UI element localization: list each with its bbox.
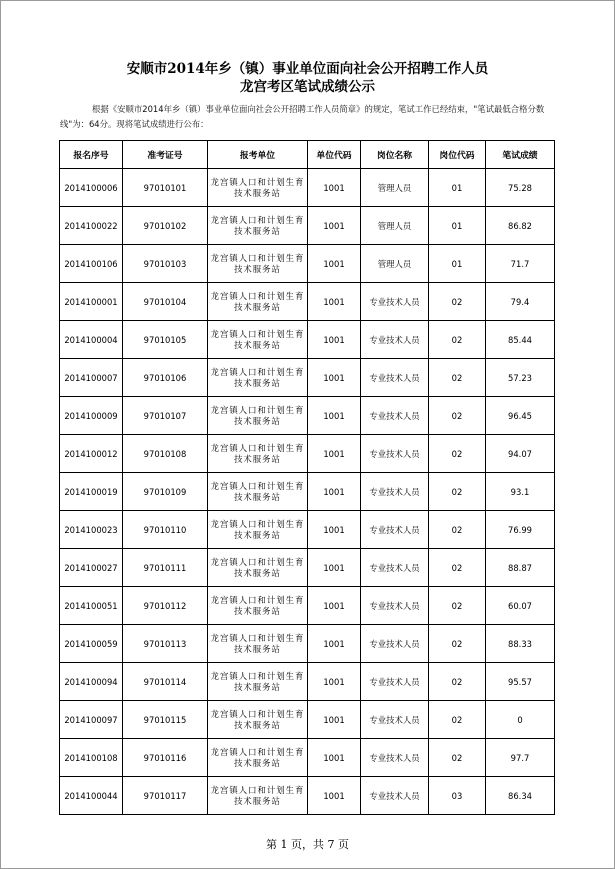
table-row [60,245,555,283]
cell-position-name: 专业技术人员 [361,739,429,777]
cell-admission-no: 97010110 [123,511,208,549]
table-row [60,739,555,777]
cell-unit-code: 1001 [308,549,361,587]
cell-applied-unit: 龙宫镇人口和计划生育技术服务站 [208,663,308,701]
table-row [60,207,555,245]
cell-unit-code: 1001 [308,587,361,625]
cell-applied-unit: 龙宫镇人口和计划生育技术服务站 [208,283,308,321]
cell-exam-score: 57.23 [486,359,555,397]
cell-registration-no: 2014100027 [60,549,123,587]
cell-position-name: 专业技术人员 [361,359,429,397]
cell-admission-no: 97010101 [123,169,208,207]
cell-unit-code: 1001 [308,207,361,245]
cell-admission-no: 97010109 [123,473,208,511]
cell-position-name: 专业技术人员 [361,511,429,549]
cell-admission-no: 97010106 [123,359,208,397]
cell-exam-score: 76.99 [486,511,555,549]
cell-registration-no: 2014100022 [60,207,123,245]
cell-position-code: 01 [429,207,486,245]
cell-position-code: 02 [429,739,486,777]
table-row [60,587,555,625]
cell-unit-code: 1001 [308,435,361,473]
cell-position-name: 专业技术人员 [361,435,429,473]
cell-admission-no: 97010107 [123,397,208,435]
cell-exam-score: 71.7 [486,245,555,283]
scores-table [59,140,555,815]
cell-registration-no: 2014100019 [60,473,123,511]
cell-position-name: 专业技术人员 [361,473,429,511]
cell-position-code: 01 [429,245,486,283]
cell-applied-unit: 龙宫镇人口和计划生育技术服务站 [208,359,308,397]
cell-position-name: 专业技术人员 [361,549,429,587]
intro-paragraph: 根据《安顺市2014年乡（镇）事业单位面向社会公开招聘工作人员简章》的规定，笔试工作已经结束，"笔试最低合格分数线"为：64分。现将笔试成绩进行公布： [60,104,545,129]
cell-applied-unit: 龙宫镇人口和计划生育技术服务站 [208,473,308,511]
cell-exam-score: 93.1 [486,473,555,511]
cell-admission-no: 97010114 [123,663,208,701]
table-row [60,511,555,549]
cell-exam-score: 86.34 [486,777,555,815]
cell-registration-no: 2014100108 [60,739,123,777]
cell-position-name: 专业技术人员 [361,663,429,701]
cell-unit-code: 1001 [308,321,361,359]
cell-applied-unit: 龙宫镇人口和计划生育技术服务站 [208,739,308,777]
header-registration-no: 报名序号 [60,141,123,169]
cell-position-code: 03 [429,777,486,815]
cell-applied-unit: 龙宫镇人口和计划生育技术服务站 [208,549,308,587]
cell-registration-no: 2014100106 [60,245,123,283]
cell-position-name: 管理人员 [361,207,429,245]
cell-position-name: 专业技术人员 [361,701,429,739]
table-row [60,777,555,815]
cell-position-code: 02 [429,473,486,511]
cell-admission-no: 97010112 [123,587,208,625]
header-position-code: 岗位代码 [429,141,486,169]
table-row [60,473,555,511]
cell-unit-code: 1001 [308,473,361,511]
cell-admission-no: 97010111 [123,549,208,587]
cell-exam-score: 95.57 [486,663,555,701]
cell-position-code: 02 [429,625,486,663]
cell-exam-score: 75.28 [486,169,555,207]
cell-admission-no: 97010102 [123,207,208,245]
cell-registration-no: 2014100051 [60,587,123,625]
cell-position-name: 专业技术人员 [361,777,429,815]
cell-unit-code: 1001 [308,169,361,207]
cell-exam-score: 85.44 [486,321,555,359]
cell-exam-score: 97.7 [486,739,555,777]
header-position-name: 岗位名称 [361,141,429,169]
cell-exam-score: 94.07 [486,435,555,473]
cell-position-code: 02 [429,435,486,473]
cell-exam-score: 88.87 [486,549,555,587]
cell-admission-no: 97010117 [123,777,208,815]
cell-registration-no: 2014100012 [60,435,123,473]
cell-position-name: 专业技术人员 [361,283,429,321]
cell-position-code: 02 [429,283,486,321]
cell-admission-no: 97010105 [123,321,208,359]
cell-exam-score: 0 [486,701,555,739]
cell-applied-unit: 龙宫镇人口和计划生育技术服务站 [208,207,308,245]
cell-position-code: 02 [429,511,486,549]
cell-applied-unit: 龙宫镇人口和计划生育技术服务站 [208,169,308,207]
cell-position-code: 02 [429,587,486,625]
cell-admission-no: 97010115 [123,701,208,739]
cell-position-name: 管理人员 [361,245,429,283]
cell-exam-score: 96.45 [486,397,555,435]
cell-admission-no: 97010113 [123,625,208,663]
table-body [60,169,555,815]
cell-applied-unit: 龙宫镇人口和计划生育技术服务站 [208,435,308,473]
header-admission-no: 准考证号 [123,141,208,169]
cell-applied-unit: 龙宫镇人口和计划生育技术服务站 [208,625,308,663]
table-row [60,663,555,701]
cell-position-code: 01 [429,169,486,207]
document-subtitle: 龙宫考区笔试成绩公示 [240,79,375,95]
cell-exam-score: 88.33 [486,625,555,663]
table-row [60,625,555,663]
cell-applied-unit: 龙宫镇人口和计划生育技术服务站 [208,777,308,815]
table-row [60,283,555,321]
cell-unit-code: 1001 [308,511,361,549]
cell-registration-no: 2014100001 [60,283,123,321]
cell-unit-code: 1001 [308,397,361,435]
header-exam-score: 笔试成绩 [486,141,555,169]
cell-admission-no: 97010116 [123,739,208,777]
header-unit-code: 单位代码 [308,141,361,169]
cell-applied-unit: 龙宫镇人口和计划生育技术服务站 [208,701,308,739]
cell-position-code: 02 [429,397,486,435]
table-row [60,397,555,435]
page-footer: 第 1 页，共 7 页 [266,838,349,851]
cell-registration-no: 2014100023 [60,511,123,549]
cell-position-code: 02 [429,701,486,739]
cell-unit-code: 1001 [308,283,361,321]
cell-applied-unit: 龙宫镇人口和计划生育技术服务站 [208,397,308,435]
cell-registration-no: 2014100097 [60,701,123,739]
cell-registration-no: 2014100009 [60,397,123,435]
cell-position-name: 专业技术人员 [361,625,429,663]
cell-admission-no: 97010108 [123,435,208,473]
cell-unit-code: 1001 [308,777,361,815]
cell-position-code: 02 [429,549,486,587]
cell-position-name: 专业技术人员 [361,397,429,435]
cell-position-name: 专业技术人员 [361,587,429,625]
cell-registration-no: 2014100006 [60,169,123,207]
header-applied-unit: 报考单位 [208,141,308,169]
table-row [60,321,555,359]
cell-unit-code: 1001 [308,245,361,283]
cell-exam-score: 60.07 [486,587,555,625]
cell-position-name: 管理人员 [361,169,429,207]
cell-exam-score: 86.82 [486,207,555,245]
document-title: 安顺市2014年乡（镇）事业单位面向社会公开招聘工作人员 [126,61,489,77]
cell-applied-unit: 龙宫镇人口和计划生育技术服务站 [208,245,308,283]
table-header-row [60,141,555,169]
cell-unit-code: 1001 [308,663,361,701]
table-row [60,701,555,739]
cell-position-code: 02 [429,663,486,701]
cell-position-code: 02 [429,359,486,397]
cell-position-name: 专业技术人员 [361,321,429,359]
cell-unit-code: 1001 [308,625,361,663]
cell-registration-no: 2014100094 [60,663,123,701]
cell-unit-code: 1001 [308,739,361,777]
cell-position-code: 02 [429,321,486,359]
table-row [60,549,555,587]
cell-registration-no: 2014100044 [60,777,123,815]
cell-admission-no: 97010104 [123,283,208,321]
cell-registration-no: 2014100004 [60,321,123,359]
cell-registration-no: 2014100007 [60,359,123,397]
table-row [60,169,555,207]
table-row [60,359,555,397]
cell-applied-unit: 龙宫镇人口和计划生育技术服务站 [208,321,308,359]
table-row [60,435,555,473]
cell-admission-no: 97010103 [123,245,208,283]
cell-applied-unit: 龙宫镇人口和计划生育技术服务站 [208,511,308,549]
cell-applied-unit: 龙宫镇人口和计划生育技术服务站 [208,587,308,625]
cell-unit-code: 1001 [308,359,361,397]
cell-registration-no: 2014100059 [60,625,123,663]
cell-exam-score: 79.4 [486,283,555,321]
cell-unit-code: 1001 [308,701,361,739]
